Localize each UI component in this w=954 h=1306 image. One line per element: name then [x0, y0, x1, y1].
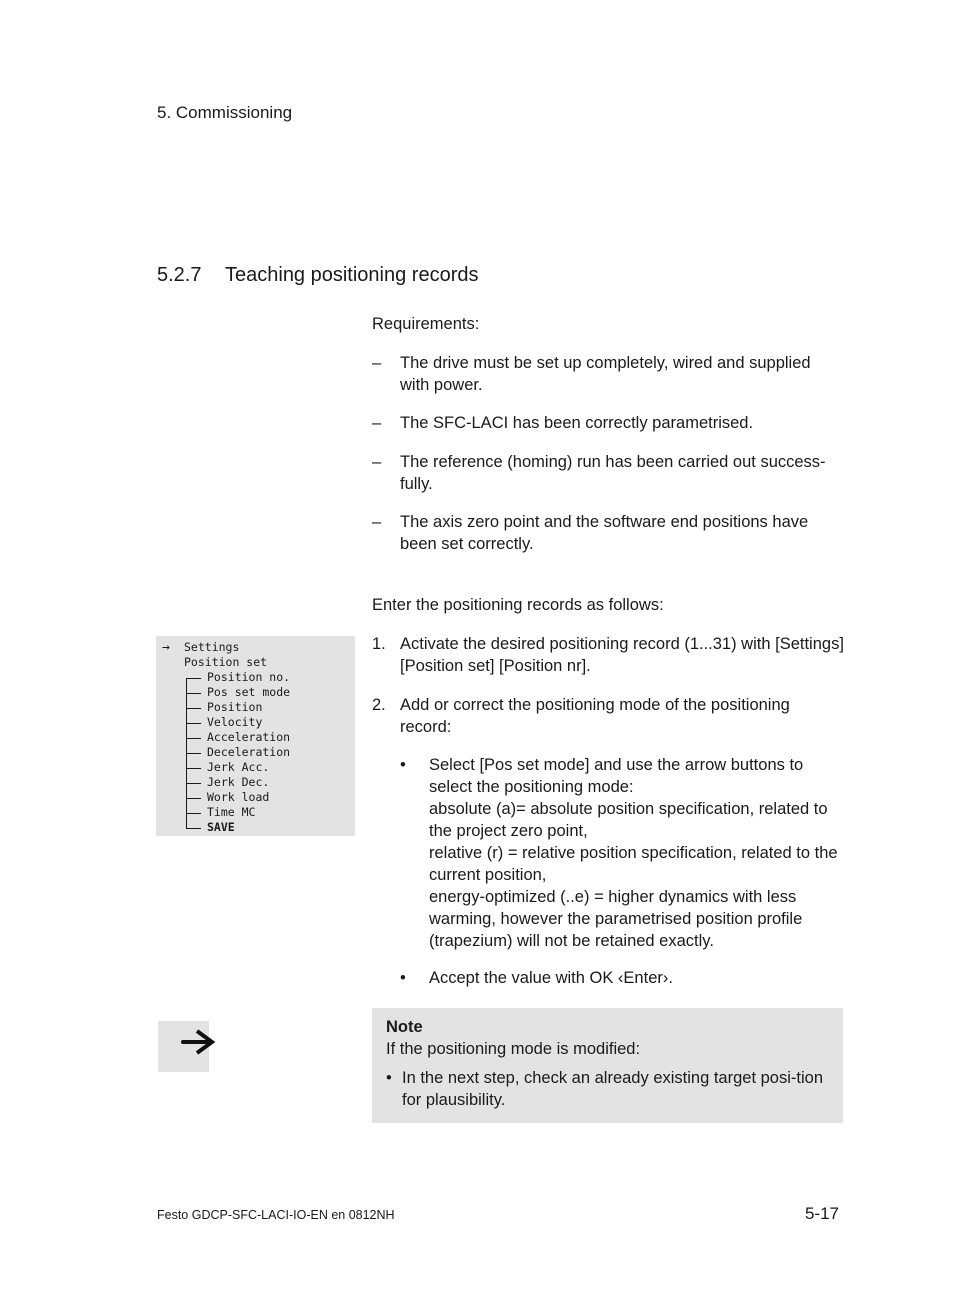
menu-arrow-icon: →: [162, 640, 170, 655]
note-text: If the positioning mode is modified:: [386, 1040, 641, 1058]
tree-branch: [186, 723, 201, 724]
bullet-line: absolute (a)= absolute position specification, related to the project zero point,: [429, 800, 828, 840]
chapter-header: 5. Commissioning: [157, 103, 293, 122]
tree-branch: [186, 678, 201, 679]
note-icon-box: [158, 1021, 209, 1072]
requirement-item: [372, 352, 844, 396]
note-box: [372, 1008, 843, 1123]
step-number: 2.: [372, 696, 386, 714]
requirement-text: The reference (homing) run has been carried out success-fully.: [400, 453, 826, 493]
section-heading: [157, 264, 479, 287]
section-title: Teaching positioning records: [225, 264, 479, 286]
menu-submenu: Position set: [184, 655, 268, 669]
bullet-line: relative (r) = relative position specification, related to the current position,: [429, 844, 838, 884]
bullet-text: Accept the value with OK ‹Enter›.: [429, 969, 673, 987]
menu-item: Jerk Dec.: [207, 775, 270, 789]
tree-branch: [186, 783, 201, 784]
menu-item: Deceleration: [207, 745, 291, 759]
dash-marker: –: [372, 354, 382, 372]
tree-branch: [186, 708, 201, 709]
menu-item: Pos set mode: [207, 685, 291, 699]
procedure-intro: Enter the positioning records as follows:: [372, 596, 664, 614]
tree-branch: [186, 693, 201, 694]
tree-branch: [186, 828, 201, 829]
bullet-marker: •: [386, 1069, 392, 1087]
step-text: Activate the desired positioning record (1...31) with [Settings] [Position set] [Position nr].: [400, 635, 844, 675]
requirement-text: The axis zero point and the software end positions have been set correctly.: [400, 513, 809, 553]
procedure-bullet: [400, 754, 844, 952]
menu-tree-diagram: [156, 636, 355, 836]
requirement-item: [372, 511, 844, 555]
menu-item: Position no.: [207, 670, 291, 684]
menu-item: Work load: [207, 790, 270, 804]
menu-item: Velocity: [207, 715, 263, 729]
tree-branch: [186, 768, 201, 769]
menu-item-save: SAVE: [207, 820, 235, 834]
menu-root: Settings: [184, 640, 240, 654]
requirements-label: Requirements:: [372, 315, 480, 333]
menu-item: Acceleration: [207, 730, 291, 744]
bullet-text: [429, 754, 844, 952]
bullet-marker: •: [400, 969, 406, 987]
dash-marker: –: [372, 453, 382, 471]
dash-marker: –: [372, 414, 382, 432]
note-bullet-text: In the next step, check an already existing target posi-tion for plausibility.: [402, 1069, 823, 1109]
step-number: 1.: [372, 635, 386, 653]
bullet-line: Select [Pos set mode] and use the arrow buttons to select the positioning mode:: [429, 756, 804, 796]
requirement-item: [372, 412, 844, 434]
tree-branch: [186, 753, 201, 754]
procedure-step: [372, 694, 844, 738]
bullet-line: energy-optimized (..e) = higher dynamics with less warming, however the parametrised position profile (trapezium) will not be retained exactly.: [429, 888, 803, 950]
menu-item: Position: [207, 700, 263, 714]
tree-branch: [186, 798, 201, 799]
bullet-marker: •: [400, 756, 406, 774]
arrow-right-icon: [181, 1028, 217, 1064]
section-number: 5.2.7: [157, 264, 202, 286]
procedure-step: [372, 633, 844, 677]
tree-branch: [186, 813, 201, 814]
note-title: Note: [386, 1018, 423, 1036]
requirement-item: [372, 451, 844, 495]
note-bullet: [386, 1067, 826, 1111]
dash-marker: –: [372, 513, 382, 531]
footer-doc-id: Festo GDCP-SFC-LACI-IO-EN en 0812NH: [157, 1208, 395, 1222]
menu-item: Jerk Acc.: [207, 760, 270, 774]
page-number: 5-17: [804, 1204, 839, 1223]
requirement-text: The SFC-LACI has been correctly parametrised.: [400, 414, 754, 432]
procedure-bullet: [400, 967, 844, 989]
step-text: Add or correct the positioning mode of the positioning record:: [400, 696, 790, 736]
menu-item: Time MC: [207, 805, 256, 819]
tree-branch: [186, 738, 201, 739]
requirement-text: The drive must be set up completely, wired and supplied with power.: [400, 354, 811, 394]
